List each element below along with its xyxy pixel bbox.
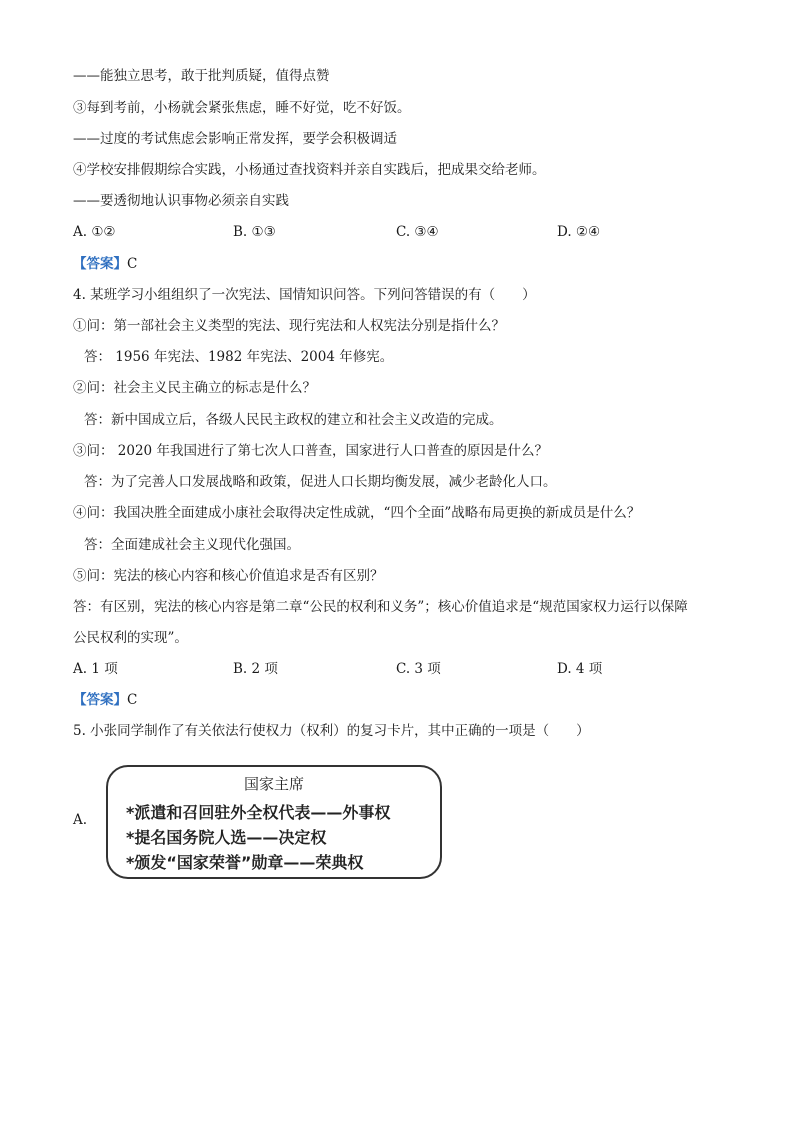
q4-stem: 4. 某班学习小组组织了一次宪法、国情知识问答。下列问答错误的有（ ） [73, 287, 536, 303]
review-card [106, 765, 442, 879]
q4-item-2: 答： 1956 年宪法、1982 年宪法、2004 年修宪。 [84, 349, 394, 365]
q5-option-a-label: A. [73, 812, 88, 828]
q4-item-6: 答：为了完善人口发展战略和政策，促进人口长期均衡发展，减少老龄化人口。 [84, 474, 557, 490]
answer-tag: 【答案】 [73, 692, 127, 708]
q4-item-11: 公民权利的实现”。 [73, 630, 188, 646]
card-item-2: *提名国务院人选——决定权 [126, 828, 327, 847]
line-2: ③每到考前，小杨就会紧张焦虑，睡不好觉，吃不好饭。 [73, 100, 411, 116]
line-4: ④学校安排假期综合实践，小杨通过查找资料并亲自实践后，把成果交给老师。 [73, 162, 546, 178]
q4-item-10: 答：有区别，宪法的核心内容是第二章“公民的权利和义务”；核心价值追求是“规范国家权力运行以保障 [73, 599, 688, 615]
line-1: ——能独立思考，敢于批判质疑，值得点赞 [73, 68, 330, 84]
answer-value: C [127, 256, 138, 272]
q4-item-4: 答：新中国成立后，各级人民民主政权的建立和社会主义改造的完成。 [84, 412, 503, 428]
q4-option-c: C. 3 项 [396, 661, 441, 677]
card-title: 国家主席 [243, 775, 304, 793]
q3-option-c: C. ③④ [396, 224, 439, 240]
line-3: ——过度的考试焦虑会影响正常发挥，要学会积极调适 [73, 131, 397, 147]
q4-answer [73, 690, 137, 710]
q3-option-d: D. ②④ [557, 224, 601, 240]
q3-answer [73, 254, 137, 274]
answer-tag: 【答案】 [73, 256, 127, 272]
q4-item-5: ③问： 2020 年我国进行了第七次人口普查，国家进行人口普查的原因是什么？ [73, 443, 548, 459]
q4-item-1: ①问：第一部社会主义类型的宪法、现行宪法和人权宪法分别是指什么？ [73, 318, 505, 334]
q3-option-a: A. ①② [73, 224, 116, 240]
card-item-3: *颁发“国家荣誉”勋章——荣典权 [126, 853, 364, 872]
line-5: ——要透彻地认识事物必须亲自实践 [73, 193, 289, 209]
q4-option-b: B. 2 项 [233, 661, 278, 677]
q5-stem: 5. 小张同学制作了有关依法行使权力（权利）的复习卡片，其中正确的一项是（ ） [73, 723, 590, 739]
q4-item-7: ④问：我国决胜全面建成小康社会取得决定性成就，“四个全面”战略布局更换的新成员是什么？ [73, 505, 641, 521]
q4-option-a: A. 1 项 [73, 661, 118, 677]
q4-option-d: D. 4 项 [557, 661, 603, 677]
answer-value: C [127, 692, 138, 708]
q4-item-8: 答：全面建成社会主义现代化强国。 [84, 537, 300, 553]
card-item-1: *派遣和召回驻外全权代表——外事权 [126, 803, 391, 822]
q4-item-9: ⑤问：宪法的核心内容和核心价值追求是否有区别？ [73, 568, 384, 584]
q4-item-3: ②问：社会主义民主确立的标志是什么？ [73, 380, 316, 396]
q3-option-b: B. ①③ [233, 224, 276, 240]
